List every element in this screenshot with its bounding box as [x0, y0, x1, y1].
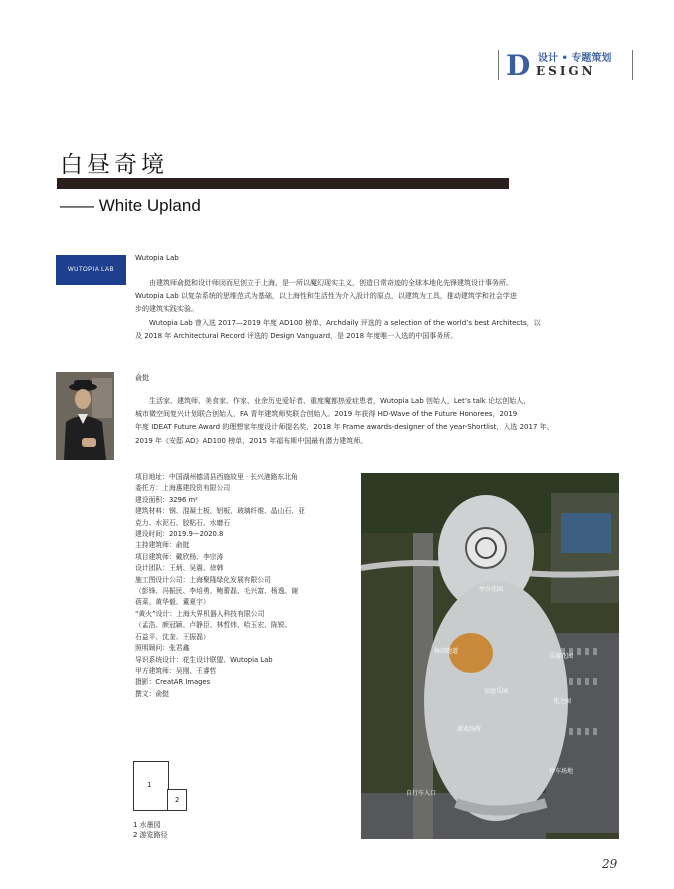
- photo-label: 林荫跑道: [434, 648, 459, 655]
- info-row: 撰文：俞挺: [135, 689, 169, 698]
- photo-label: 乐游花园: [549, 653, 574, 660]
- info-row: 项目建筑师：戴欣杨、李宗涛: [135, 552, 224, 561]
- legend-item: 2 游览路径: [133, 831, 168, 839]
- header-initial: D: [506, 49, 531, 82]
- architect-bio-line: 城市微空间复兴计划联合创始人，FA 青年建筑师奖联合创始人。2019 年获得 HD-Wave of the Future Honorees，2019: [135, 410, 518, 419]
- page-number: 29: [602, 857, 618, 871]
- info-row: 建设时间：2019.9—2020.8: [135, 530, 224, 539]
- legend-item: 1 水墨园: [133, 821, 161, 829]
- header-word: ESIGN: [536, 64, 596, 78]
- info-row: 设计团队：王炳、吴震、徐韩: [135, 564, 224, 573]
- architect-bio: [135, 395, 625, 448]
- firm-logo: [56, 255, 126, 285]
- architect-name: 俞挺: [135, 374, 149, 382]
- firm-paragraph-line: 步的建筑实践实验。: [135, 305, 198, 314]
- info-row: 照明顾问：张君鑫: [135, 644, 190, 653]
- info-row: “黄火”设计：上海大界机器人科技有限公司: [135, 609, 265, 618]
- architect-bio-line: 2019 年《安邸 AD》AD100 榜单，2015 年福布斯中国最有潜力建筑师。: [135, 436, 368, 445]
- info-row: 建设面积：3296 m²: [135, 495, 198, 504]
- info-row: 石益平、沈奎、王振磊）: [135, 632, 210, 641]
- firm-paragraph-line: Wutopia Lab 曾入选 2017—2019 年度 AD100 榜单、Archdaily 评选的 a selection of the world’s best Architects，以: [149, 318, 541, 327]
- diagram-legend: [133, 820, 168, 840]
- firm-paragraph-line: 及 2018 年 Architectural Record 评选的 Design Vanguard，是 2018 年度唯一入选的中国事务所。: [135, 331, 458, 340]
- photo-label: 游戏场所: [457, 726, 482, 733]
- site-diagram: [133, 761, 193, 813]
- title-underline-bar: [57, 178, 509, 189]
- architect-portrait: [56, 372, 114, 460]
- info-row: （彭锋、冯振民、李培勇、鲍蕾磊、毛兴富、杨逸、谢: [135, 587, 299, 596]
- info-row: 项目地址：中国湖州德清县西施故里 · 长兴港路东北角: [135, 473, 298, 481]
- article-subtitle: —— White Upland: [60, 196, 201, 215]
- header-divider-left: [498, 50, 499, 80]
- info-row: 克力、水泥石、胶粘石、水磨石: [135, 518, 231, 527]
- info-row: 导识系统设计：花生设计联盟、Wutopia Lab: [135, 655, 273, 664]
- info-row: 蓓菜、黄华毅、董夏宇）: [135, 598, 210, 607]
- photo-label: 花之园: [553, 698, 572, 705]
- architect-bio-line: 年度 IDEAT Future Award 的理想家年度设计师提名奖，2018 年 Frame awards-designer of the year-Shortlist，入选 2017 年、: [135, 423, 554, 432]
- logo-text: WUTOPIA LAB: [67, 267, 115, 273]
- info-row: 施工图设计公司：上海聚隆绿化发展有限公司: [135, 575, 271, 584]
- section-header: [492, 48, 642, 82]
- firm-description: [135, 277, 625, 343]
- info-row: 委托方：上海惠建投资有限公司: [135, 484, 231, 493]
- info-row: 建筑材料：钢、混凝土板、铝板、玻璃纤维、晶山石、亚: [135, 507, 305, 516]
- project-info: [135, 472, 355, 700]
- info-row: 摄影：CreatAR Images: [135, 678, 211, 687]
- header-category: 设计 • 专题策划: [538, 53, 612, 64]
- aerial-site-photo: [361, 473, 619, 839]
- info-row: 主持建筑师：俞挺: [135, 541, 190, 550]
- firm-paragraph-line: 由建筑师俞挺和设计师闵而尼创立于上海，是一所以魔幻现实主义，创造日常奇迹的全球本地化先锋建筑设计事务所。: [149, 279, 513, 287]
- info-row: 甲方建筑师：吴刚、王睿哲: [135, 666, 217, 675]
- header-divider-right: [632, 50, 633, 80]
- photo-label: 自行车入口: [406, 790, 437, 797]
- diagram-label-2: 2: [175, 796, 180, 804]
- firm-paragraph-line: Wutopia Lab 以复杂系统的思维范式为基础，以上海性和生活性为介入設计的原点，以建筑为工具，推动建筑学和社会学进: [135, 292, 517, 301]
- architect-bio-line: 生活家、建筑师、美食家、作家、业余历史爱好者、重度魔都热爱症患者，Wutopia Lab 创始人，Let’s talk 论坛创始人，: [149, 397, 531, 405]
- info-row: （孟浩、颜冠颖、卢静臣、林哲炜、哈玉宏、陈锐、: [135, 621, 292, 630]
- article-title: 白昼奇境: [60, 152, 168, 178]
- firm-name: Wutopia Lab: [135, 254, 179, 262]
- photo-label: 家庭乐园: [484, 688, 509, 695]
- diagram-label-1: 1: [147, 781, 152, 789]
- photo-label: 亭台花园: [479, 586, 504, 593]
- photo-label: 停车场地: [549, 768, 574, 775]
